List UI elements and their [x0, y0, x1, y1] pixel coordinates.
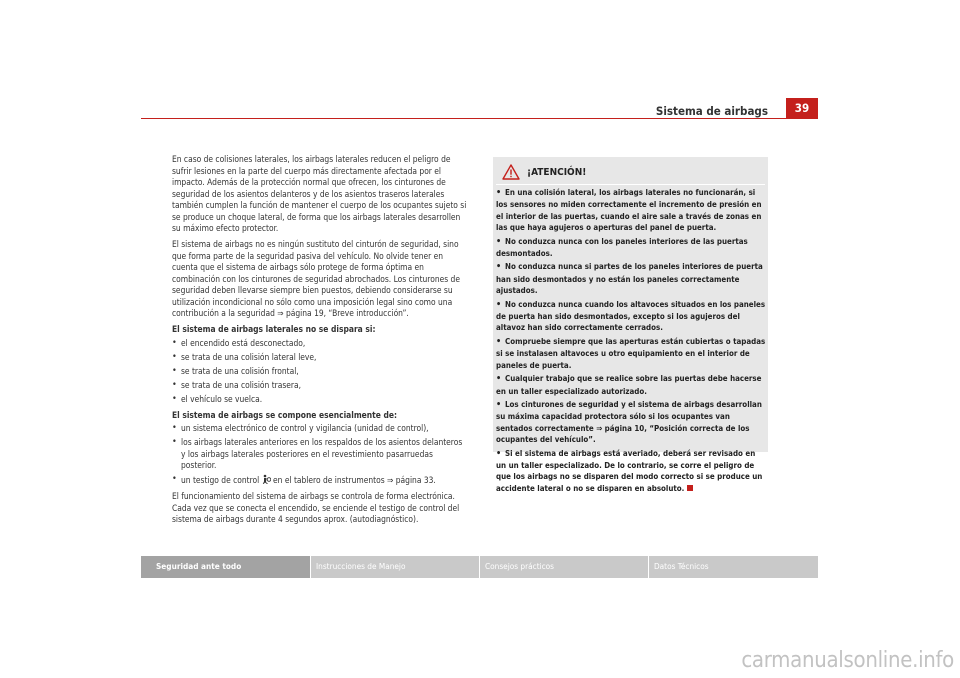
- page-number: 39: [786, 98, 818, 118]
- page-reference-link[interactable]: página 33.: [395, 475, 436, 485]
- list-item: • un testigo de control en el tablero de instrumentos ⇒ página 33.: [172, 474, 436, 485]
- bullet-icon: •: [172, 474, 177, 484]
- warning-triangle-icon: [502, 164, 520, 180]
- footer-tab-seguridad[interactable]: Seguridad ante todo: [141, 556, 310, 578]
- bullet-icon: •: [496, 299, 502, 310]
- bullet-icon: •: [496, 336, 502, 347]
- bullet-icon: •: [172, 437, 177, 447]
- footer-tab-datos[interactable]: Datos Técnicos: [654, 561, 709, 571]
- list-item: • se trata de una colisión lateral leve,: [172, 351, 317, 362]
- list-item: • el encendido está desconectado,: [172, 337, 306, 348]
- left-column: [172, 154, 468, 530]
- list-item: • se trata de una colisión frontal,: [172, 365, 299, 376]
- bullet-icon: •: [496, 399, 502, 410]
- watermark: carmanualsonline.info: [741, 648, 954, 673]
- list-item: • un sistema electrónico de control y vigilancia (unidad de control),: [172, 423, 429, 433]
- bullet-icon: •: [172, 351, 177, 362]
- warning-box: [493, 157, 768, 493]
- bullet-icon: •: [172, 393, 177, 404]
- warning-item: • Si el sistema de airbags está averiado, deberá ser revisado en un un taller especializado. De lo contrario, se corre el peligro de que los airbags no se disparen del modo correcto si se produce un accidente lateral o no se disparen en absoluto.: [496, 448, 763, 493]
- warning-item: • No conduzca nunca si partes de los paneles interiores de puerta han sido desmontados y no están los paneles correctamente ajustados.: [496, 262, 763, 296]
- page-reference-link[interactable]: página 19, “Breve introducción”.: [286, 308, 409, 318]
- warning-item: • No conduzca nunca cuando los altavoces situados en los paneles de puerta han sido desmontados, excepto si los agujeros del altavoz han sido correctamente cerrados.: [496, 299, 766, 333]
- bullet-icon: •: [496, 262, 502, 273]
- footer-tab-consejos[interactable]: Consejos prácticos: [485, 561, 555, 571]
- list-item: • el vehículo se vuelca.: [172, 393, 263, 404]
- bullet-icon: •: [172, 379, 177, 390]
- heading-components: El sistema de airbags se compone esencialmente de:: [172, 409, 398, 420]
- list-item: • se trata de una colisión trasera,: [172, 379, 302, 390]
- paragraph-side-collisions: En caso de colisiones laterales, los airbags laterales reducen el peligro de sufrir lesiones en la parte del cuerpo más directamente afectada por el impacto. Además de la protección normal que ofrecen, los cinturones de seguridad de los asientos delanteros y de los asientos traseros laterales también cumplen la función de mantener el cuerpo de los ocupantes sujeto si se produce un choque lateral, de forma que los airbags laterales desarrollen su máximo efecto protector.: [172, 154, 467, 233]
- double-arrow-icon: ⇒: [387, 475, 394, 485]
- paragraph-electronic-control: El funcionamiento del sistema de airbags se controla de forma electrónica. Cada vez que se conecta el encendido, se enciende el testigo de control del sistema de airbags durante 4 segundos aprox. (autodiagnóstico).: [172, 491, 460, 524]
- warning-title: ¡ATENCIÓN!: [527, 166, 587, 178]
- airbag-warning-lamp-icon: [262, 474, 271, 484]
- bullet-icon: •: [496, 448, 502, 459]
- warning-item: • En una colisión lateral, los airbags laterales no funcionarán, si los sensores no miden correctamente el incremento de presión en el interior de las puertas, cuando el aire sale a través de zonas en las que haya agujeros o aperturas del panel de puerta.: [496, 188, 762, 233]
- double-arrow-icon: ⇒: [596, 423, 603, 433]
- double-arrow-icon: ⇒: [277, 308, 284, 318]
- warning-item: • No conduzca nunca con los paneles interiores de las puertas desmontados.: [496, 236, 748, 259]
- page-header-title: Sistema de airbags: [655, 104, 768, 118]
- bullet-icon: •: [172, 423, 177, 433]
- header-rule: [141, 118, 818, 119]
- list-components: [172, 423, 468, 487]
- warning-list: [496, 187, 766, 496]
- bullet-icon: •: [496, 374, 502, 385]
- paragraph-belt-text: El sistema de airbags no es ningún sustituto del cinturón de seguridad, sino que forma parte de la seguridad pasiva del vehículo. No olvide tener en cuenta que el sistema de airbags sólo protege de forma óptima en combinación con los cinturones de seguridad abrochados. Los cinturones de seguridad deben llevarse siempre bien puestos, debiendo considerarse su utilización incondicional no sólo como una imposición legal sino como una contribución a la seguridad: [172, 239, 460, 318]
- end-square-icon: [687, 485, 693, 491]
- bullet-icon: •: [496, 188, 502, 198]
- paragraph-belt-importance: [172, 239, 468, 320]
- warning-header: [502, 163, 586, 181]
- warning-item: • Los cinturones de seguridad y el sistema de airbags desarrollan su máxima capacidad protectora sólo si los ocupantes van sentados correctamente ⇒ página 10, “Posición correcta de los ocupantes del vehículo”.: [496, 399, 762, 445]
- footer-tab-instrucciones[interactable]: Instrucciones de Manejo: [316, 561, 406, 571]
- heading-not-triggered: El sistema de airbags laterales no se dispara si:: [172, 324, 376, 334]
- warning-item: • Cualquier trabajo que se realice sobre las puertas debe hacerse en un taller especializado autorizado.: [496, 374, 762, 396]
- warning-separator: [496, 184, 765, 185]
- warning-item: • Compruebe siempre que las aperturas están cubiertas o tapadas si se instalasen altavoces u otro equipamiento en el interior de paneles de puerta.: [496, 336, 766, 370]
- bullet-icon: •: [172, 365, 177, 376]
- footer-nav: [141, 556, 818, 578]
- page-reference-link[interactable]: página 10, “Posición correcta de los ocupantes del vehículo”.: [496, 423, 750, 445]
- list-not-triggered: [172, 338, 468, 406]
- list-item: • los airbags laterales anteriores en los respaldos de los asientos delanteros y los airbags laterales posteriores en el revestimiento pasarruedas posterior.: [172, 437, 463, 470]
- bullet-icon: •: [496, 236, 502, 247]
- bullet-icon: •: [172, 337, 177, 348]
